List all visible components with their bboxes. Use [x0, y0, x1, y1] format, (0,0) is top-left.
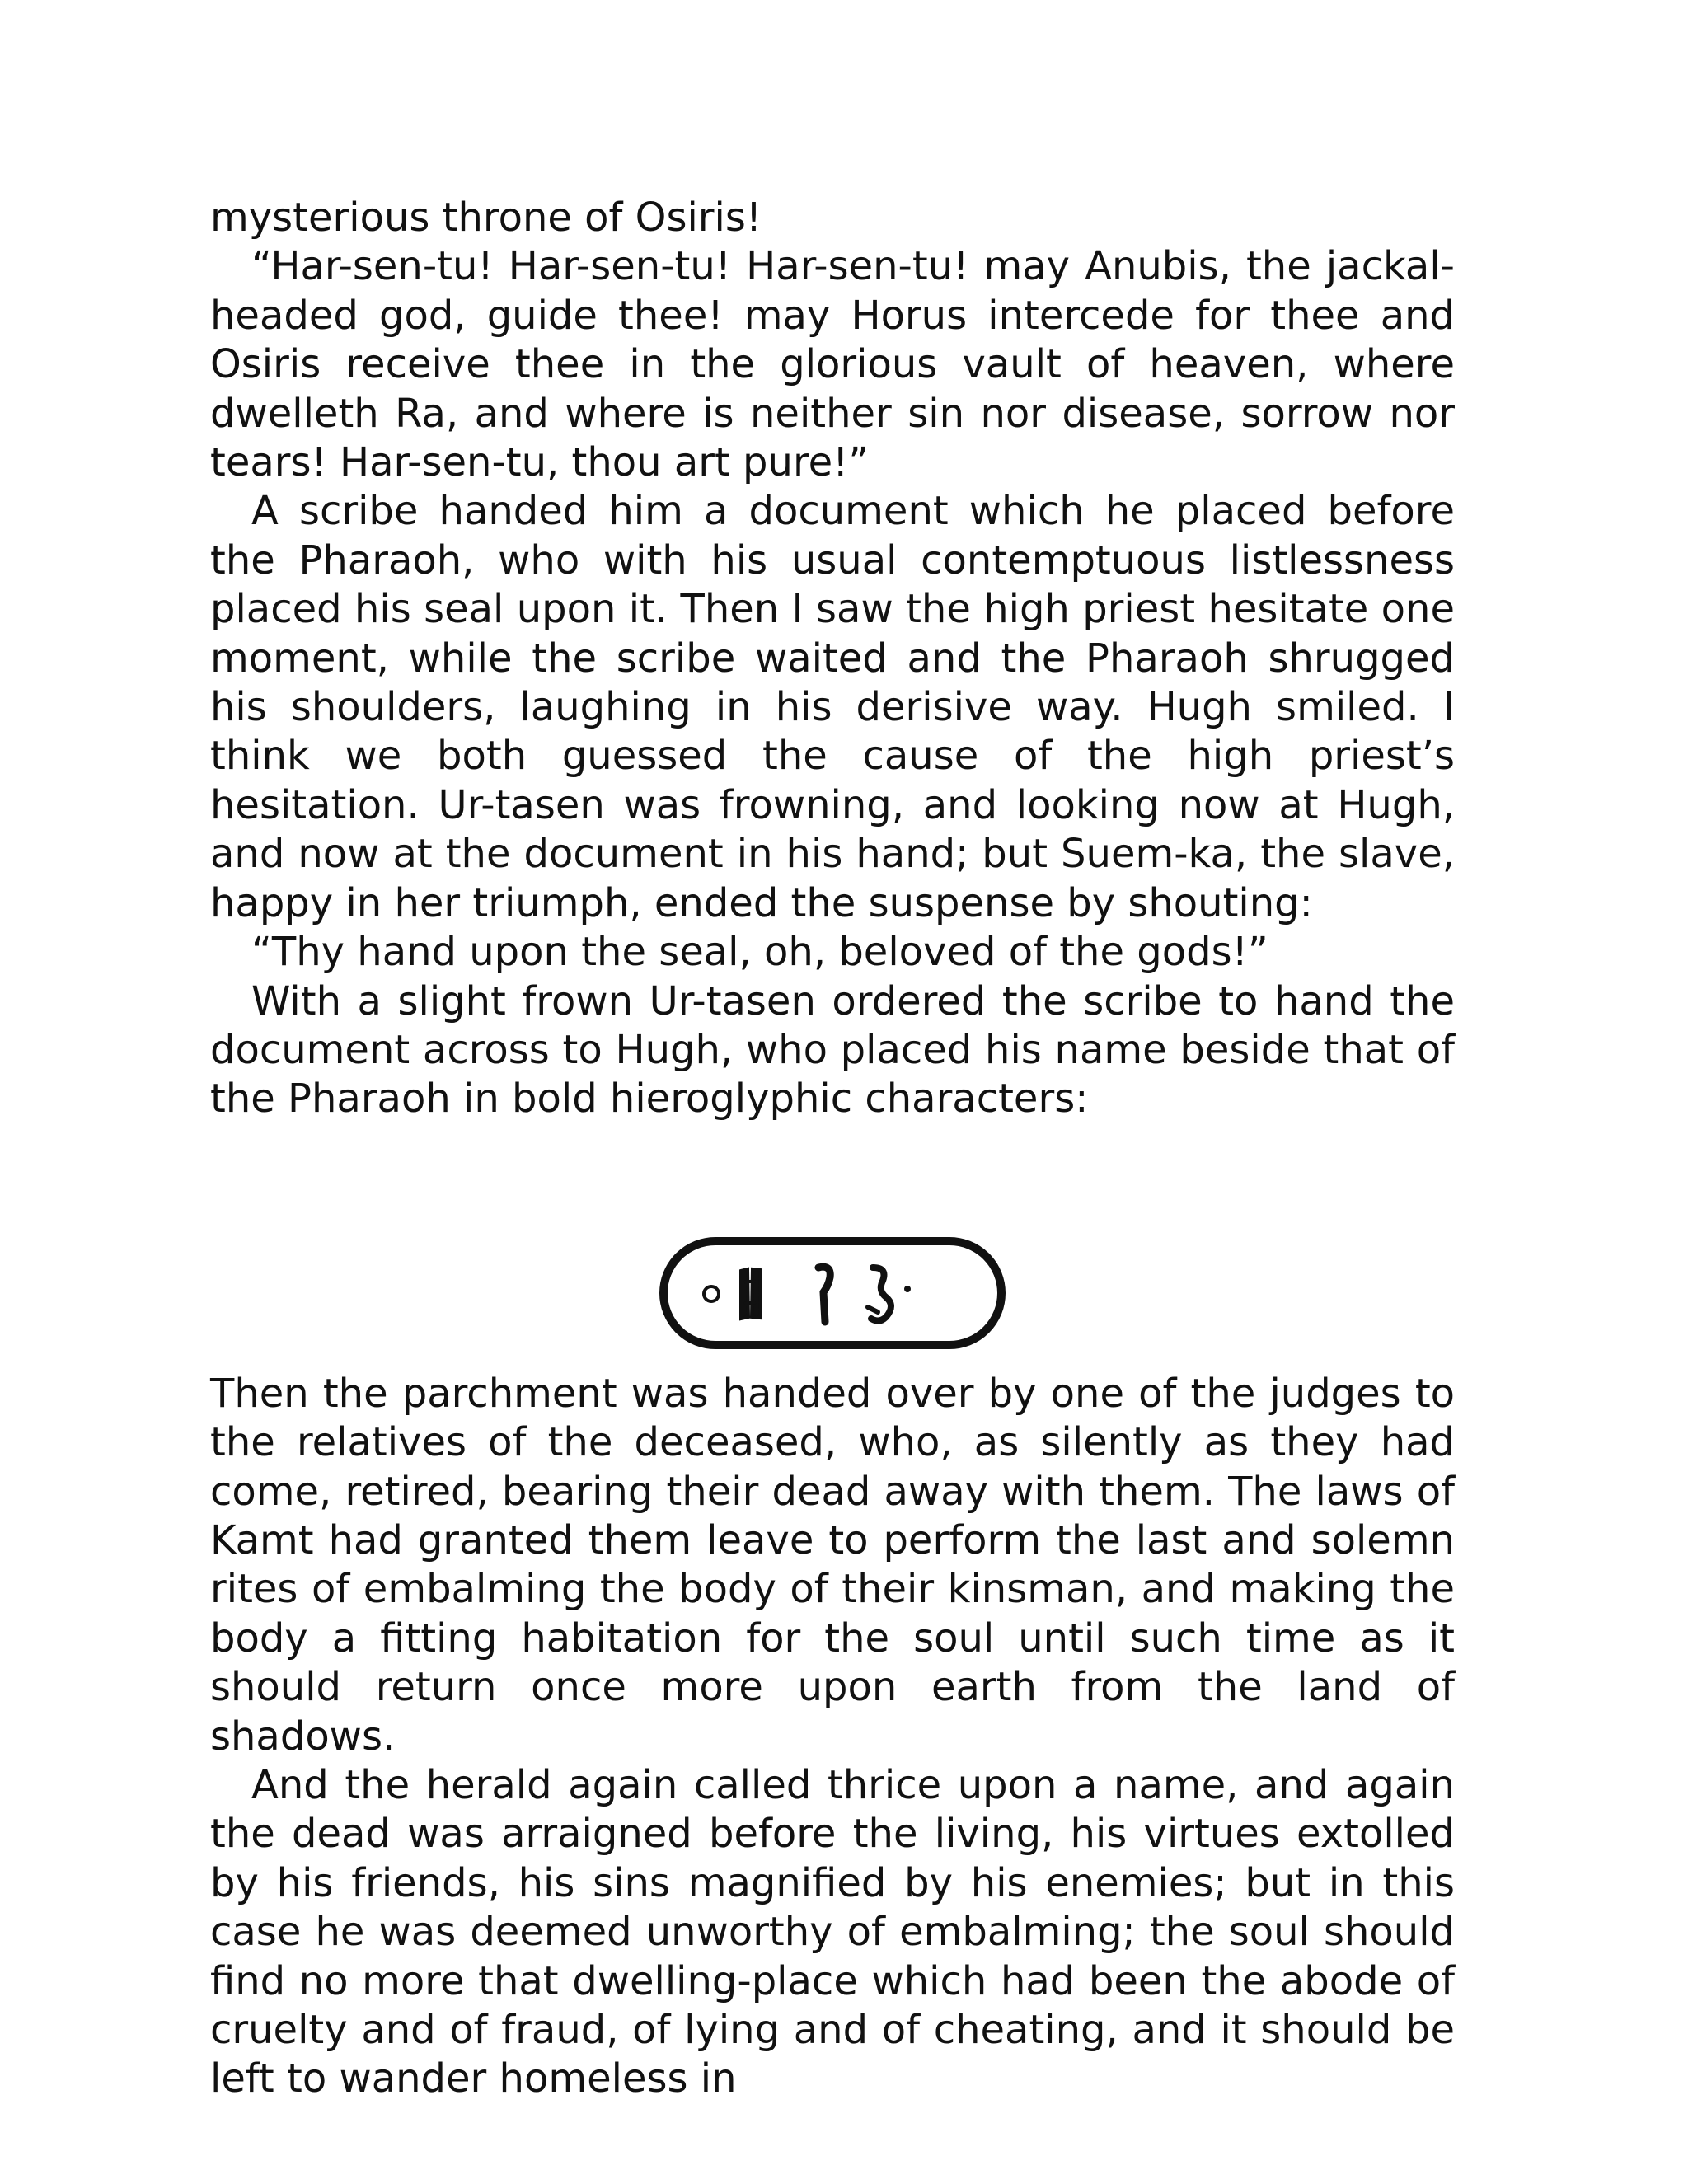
sun-disc-glyph	[704, 1286, 719, 1301]
paragraph: With a slight frown Ur-tasen ordered the scribe to hand the document across to Hugh, who placed his name beside that of the Pharaoh in bold hieroglyphic characters:	[210, 977, 1455, 1122]
paragraph: Then the parchment was handed over by one of the judges to the relatives of the deceased, who, as silently as they had come, retired, bearing their dead away with them. The laws of Kamt had granted them leave to perform the last and solemn rites of embalming the body of their kinsman, and making the body a fitting habitation for the soul until such time as it should return once more upon earth from the land of shadows.	[210, 1370, 1455, 1760]
paragraph: And the herald again called thrice upon a name, and again the dead was arraigned before the living, his virtues extolled by his friends, his sins magnified by his enemies; but in this case he was deemed unworthy of embalming; the soul should find no more that dwelling-place which had been the abode of cruelty and of fraud, of lying and of cheating, and it should be left to wander homeless in	[210, 1761, 1455, 2102]
paragraph: “Thy hand upon the seal, oh, beloved of the gods!”	[251, 929, 1268, 976]
paragraph: mysterious throne of Osiris!	[210, 194, 762, 241]
illustration-area	[210, 1124, 1455, 1370]
cartouche-ring	[663, 1241, 1001, 1345]
hieroglyphic-cartouche-icon	[655, 1231, 1010, 1355]
paragraph: “Har-sen-tu! Har-sen-tu! Har-sen-tu! may Anubis, the jackal-headed god, guide thee! may Horus intercede for thee and Osiris receive thee in the glorious vault of heaven, where dwelleth Ra, and where is neither sin nor disease, sorrow nor tears! Har-sen-tu, thou art pure!”	[210, 243, 1455, 486]
book-page	[210, 194, 1455, 2104]
serpent-tail-glyph	[868, 1307, 878, 1312]
paragraph: A scribe handed him a document which he placed before the Pharaoh, who with his usual contemptuous listlessness placed his seal upon it. Then I saw the high priest hesitate one moment, while the scribe waited and the Pharaoh shrugged his shoulders, laughing in his derisive way. Hugh smiled. I think we both guessed the cause of the high priest’s hesitation. Ur-tasen was frowning, and looking now at Hugh, and now at the document in his hand; but Suem-ka, the slave, happy in her triumph, ended the suspense by shouting:	[210, 488, 1455, 926]
dot-glyph	[904, 1286, 911, 1292]
hook-glyph	[818, 1267, 830, 1322]
text-before-illustration	[210, 194, 1455, 1124]
reed-glyph	[741, 1269, 761, 1319]
text-after-illustration	[210, 1370, 1455, 2104]
